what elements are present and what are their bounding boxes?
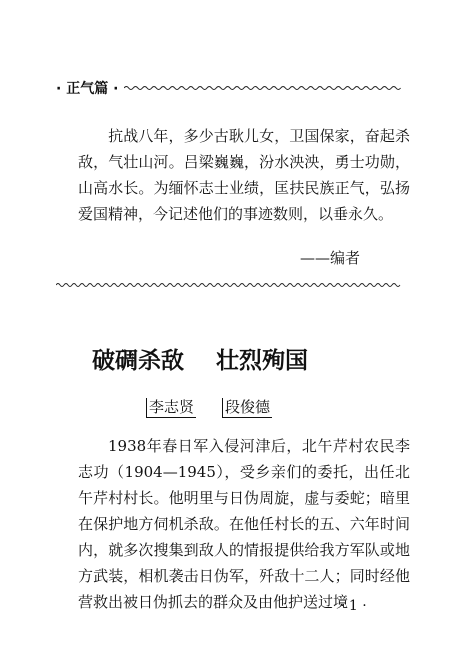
intro-text: 抗战八年，多少古耿儿女，卫国保家，奋起杀敌，气壮山河。吕梁巍巍，汾水泱泱，勇士功勋，山高水长。为缅怀志士业绩，匡扶民族正气，弘扬爱国精神，今记述他们的事迹数则，以垂永久。 — [78, 127, 410, 223]
author-name: 段俊德 — [222, 398, 272, 418]
body-paragraph: 1938年春日军入侵河津后，北午芹村农民李志功（1904—1945），受乡亲们的委托，出任北午芹村村长。他明里与日伪周旋，虚与委蛇；暗里在保护地方伺机杀敌。在他任村长的五、六年时间内，就多次搜集到敌人的情报提供给我方军队或地方武装，相机袭击日伪军，歼敌十二人；同时经他营救出被日伪抓去的群众及由他护送过境 — [78, 437, 410, 611]
author-list — [146, 398, 272, 418]
editor-introduction — [78, 123, 410, 227]
section-label: · 正气篇 · — [56, 81, 119, 97]
article-body — [78, 433, 410, 615]
wavy-rule-top — [124, 85, 401, 91]
page-number: · 1 · — [340, 598, 367, 614]
editor-signature: ——编者 — [300, 249, 361, 267]
author-name: 李志贤 — [146, 398, 196, 418]
title-part-2: 壮烈殉国 — [216, 348, 308, 374]
section-header — [56, 78, 401, 98]
article-title — [92, 342, 392, 375]
title-part-1: 破碉杀敌 — [92, 348, 184, 374]
wavy-divider — [56, 282, 401, 288]
